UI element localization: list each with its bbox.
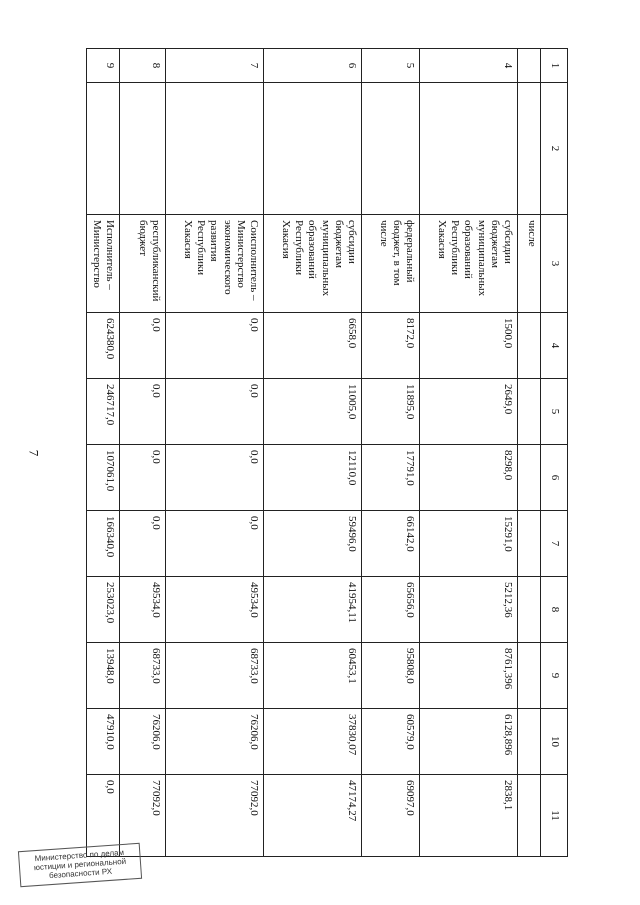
row-name: федеральный бюджет, в том числе	[362, 215, 420, 313]
value-cell: 60579,0	[362, 709, 420, 775]
table-cell	[518, 577, 541, 643]
value-cell: 0,0	[166, 313, 264, 379]
column-number: 8	[541, 577, 568, 643]
table-row	[362, 49, 420, 857]
column-number: 9	[541, 643, 568, 709]
table-cell	[518, 313, 541, 379]
column-number: 1	[541, 49, 568, 83]
table-cell	[166, 83, 264, 215]
row-name: Исполнитель – Министерство	[86, 215, 119, 313]
value-cell: 66142,0	[362, 511, 420, 577]
table-cell	[86, 83, 119, 215]
value-cell: 41954,11	[264, 577, 362, 643]
value-cell: 6128,896	[420, 709, 518, 775]
table-cell	[264, 83, 362, 215]
value-cell: 68733,0	[166, 643, 264, 709]
value-cell: 0,0	[166, 445, 264, 511]
value-cell: 0,0	[120, 313, 166, 379]
value-cell: 6658,0	[264, 313, 362, 379]
value-cell: 59496,0	[264, 511, 362, 577]
row-id: 4	[420, 49, 518, 83]
page-number: 7	[26, 449, 42, 457]
table-row	[120, 49, 166, 857]
column-number: 10	[541, 709, 568, 775]
value-cell: 0,0	[120, 379, 166, 445]
table-cell	[518, 379, 541, 445]
value-cell: 166340,0	[86, 511, 119, 577]
value-cell: 11005,0	[264, 379, 362, 445]
value-cell: 77092,0	[166, 775, 264, 857]
row-id: 7	[166, 49, 264, 83]
column-number: 6	[541, 445, 568, 511]
value-cell: 624380,0	[86, 313, 119, 379]
value-cell: 246717,0	[86, 379, 119, 445]
ministry-stamp: Министерство по делам юстиции и региональной безопасности РХ	[18, 843, 142, 887]
value-cell: 95808,0	[362, 643, 420, 709]
table-cell	[420, 83, 518, 215]
table-row	[166, 49, 264, 857]
column-number: 5	[541, 379, 568, 445]
value-cell: 47174,27	[264, 775, 362, 857]
table-cell	[518, 49, 541, 83]
table-row	[86, 49, 119, 857]
value-cell: 37830,07	[264, 709, 362, 775]
value-cell: 0,0	[120, 445, 166, 511]
value-cell: 68733,0	[120, 643, 166, 709]
value-cell: 65656,0	[362, 577, 420, 643]
table-cell	[518, 643, 541, 709]
row-id: 8	[120, 49, 166, 83]
value-cell: 11895,0	[362, 379, 420, 445]
table-row	[420, 49, 518, 857]
value-cell: 2838,1	[420, 775, 518, 857]
landscape-sheet	[88, 48, 568, 822]
value-cell: 49534,0	[166, 577, 264, 643]
continuation-text: числе	[518, 215, 541, 313]
value-cell: 76206,0	[166, 709, 264, 775]
value-cell: 8298,0	[420, 445, 518, 511]
row-name: субсидии бюджетам муниципальных образований Республики Хакасия	[420, 215, 518, 313]
row-name: Соисполнитель – Министерство экономического развития Республики Хакасия	[166, 215, 264, 313]
rotated-table-area	[88, 48, 568, 822]
column-number: 7	[541, 511, 568, 577]
value-cell: 8761,396	[420, 643, 518, 709]
table-cell	[362, 83, 420, 215]
value-cell: 8172,0	[362, 313, 420, 379]
value-cell: 47910,0	[86, 709, 119, 775]
value-cell: 69097,0	[362, 775, 420, 857]
table-cell	[518, 709, 541, 775]
column-number-row	[541, 49, 568, 857]
row-id: 9	[86, 49, 119, 83]
value-cell: 0,0	[120, 511, 166, 577]
column-number: 2	[541, 83, 568, 215]
value-cell: 76206,0	[120, 709, 166, 775]
table-cell	[518, 511, 541, 577]
value-cell: 12110,0	[264, 445, 362, 511]
value-cell: 253023,0	[86, 577, 119, 643]
value-cell: 2649,0	[420, 379, 518, 445]
table-cell	[120, 83, 166, 215]
budget-table	[86, 48, 568, 857]
continuation-row	[518, 49, 541, 857]
table-row	[264, 49, 362, 857]
value-cell: 0,0	[166, 379, 264, 445]
value-cell: 107061,0	[86, 445, 119, 511]
row-name: республиканский бюджет	[120, 215, 166, 313]
value-cell: 77092,0	[120, 775, 166, 857]
column-number: 11	[541, 775, 568, 857]
row-name: субсидии бюджетам муниципальных образований Республики Хакасия	[264, 215, 362, 313]
table-cell	[518, 775, 541, 857]
value-cell: 0,0	[166, 511, 264, 577]
value-cell: 13948,0	[86, 643, 119, 709]
column-number: 4	[541, 313, 568, 379]
table-cell	[518, 445, 541, 511]
value-cell: 49534,0	[120, 577, 166, 643]
value-cell: 1500,0	[420, 313, 518, 379]
column-number: 3	[541, 215, 568, 313]
row-id: 6	[264, 49, 362, 83]
value-cell: 15291,0	[420, 511, 518, 577]
value-cell: 0,0	[86, 775, 119, 857]
table-cell	[518, 83, 541, 215]
value-cell: 17791,0	[362, 445, 420, 511]
value-cell: 5212,36	[420, 577, 518, 643]
value-cell: 60453,1	[264, 643, 362, 709]
row-id: 5	[362, 49, 420, 83]
